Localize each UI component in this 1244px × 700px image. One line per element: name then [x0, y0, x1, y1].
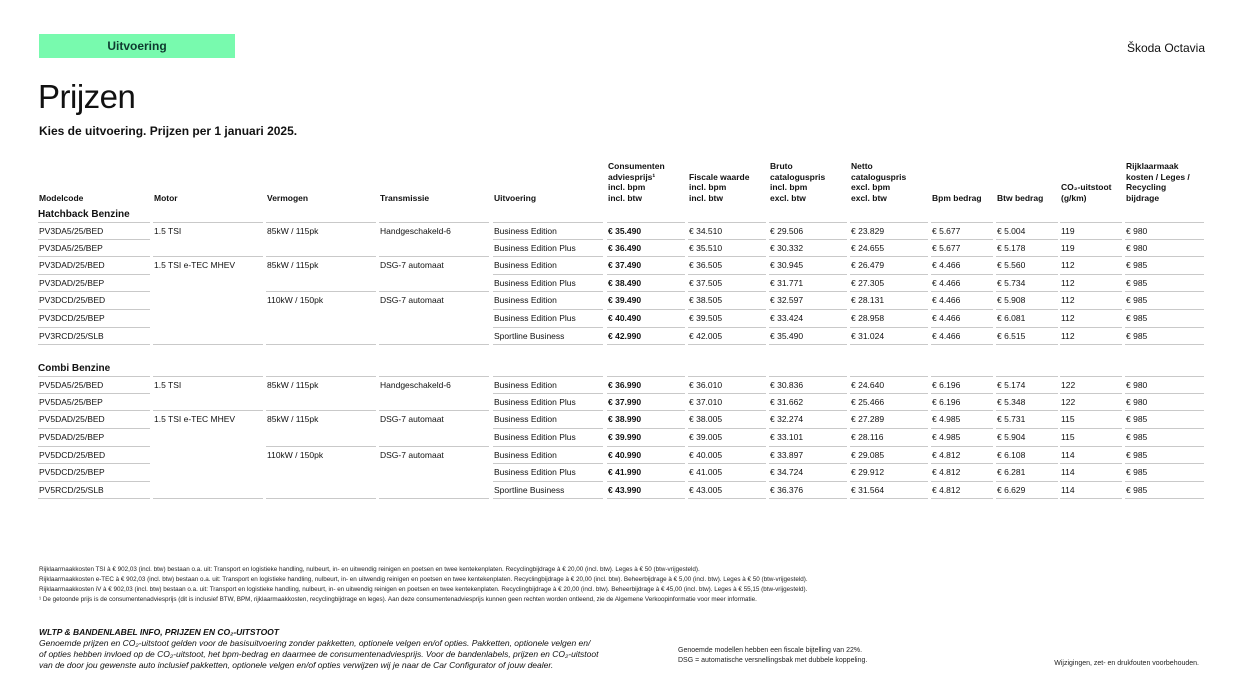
footnote: Rijklaarmaakkosten iV à € 902,03 (incl. btw) bestaan o.a. uit: Transport en logistieke handling, nulbeurt, in- en uitwendig reinigen en poetsen en twee kentekenplaten. Recyclingbijdrage à € 20,00 (incl. btw). Beheerbijdrage à € 45,00 (incl. btw). Leges à € 55,15 (btw-vrijgesteld).: [39, 586, 808, 593]
cell-co2-uitstoot: 112: [1060, 257, 1122, 275]
cell-transmissie: DSG-7 automaat: [380, 295, 444, 306]
cell-co2-uitstoot: 114: [1060, 447, 1122, 465]
cell-uitvoering: Business Edition Plus: [493, 310, 603, 328]
table-row: [38, 222, 1204, 240]
table-row: [38, 275, 1204, 293]
cell-modelcode: PV5DCD/25/BED: [38, 447, 150, 465]
cell-vermogen: [266, 464, 376, 482]
cell-motor: 1.5 TSI e-TEC MHEV: [154, 414, 236, 425]
footnote: Rijklaarmaakkosten TSI à € 902,03 (incl. btw) bestaan o.a. uit: Transport en logistieke handling, nulbeurt, in- en uitwendig reinigen en poetsen en twee kentekenplaten. Recyclingbijdrage à € 20,00 (incl. btw). Leges à € 50 (btw-vrijgesteld).: [39, 566, 700, 573]
cell-bpm-bedrag: € 4.812: [931, 482, 993, 500]
cell-co2-uitstoot: 114: [1060, 464, 1122, 482]
cell-adviesprijs: € 42.990: [607, 328, 685, 346]
cell-modelcode: PV3DAD/25/BEP: [38, 275, 150, 293]
cell-vermogen: 85kW / 115pk: [267, 414, 319, 425]
cell-rijklaarmaakkosten: € 980: [1125, 240, 1204, 258]
cell-adviesprijs: € 39.490: [607, 292, 685, 310]
cell-fiscale-waarde: € 43.005: [688, 482, 766, 500]
cell-adviesprijs: € 43.990: [607, 482, 685, 500]
cell-co2-uitstoot: 112: [1060, 275, 1122, 293]
column-header-bpm-bedrag: Bpm bedrag: [932, 192, 982, 203]
column-header-co2-uitstoot: CO₂-uitstoot (g/km): [1061, 182, 1112, 203]
cell-modelcode: PV3DAD/25/BED: [38, 257, 150, 275]
cell-motor: [153, 394, 263, 412]
cell-rijklaarmaakkosten: € 985: [1125, 482, 1204, 500]
cell-netto-catalogusprijs: € 25.466: [850, 394, 928, 412]
cell-btw-bedrag: € 6.108: [996, 447, 1058, 465]
column-header-bruto-catalogusprijs: Bruto cataloguspris incl. bpm excl. btw: [770, 161, 826, 203]
page-title: Prijzen: [38, 78, 136, 115]
cell-netto-catalogusprijs: € 28.131: [850, 292, 928, 310]
cell-modelcode: PV3DCD/25/BEP: [38, 310, 150, 328]
cell-netto-catalogusprijs: € 23.829: [850, 222, 928, 240]
cell-btw-bedrag: € 6.081: [996, 310, 1058, 328]
cell-rijklaarmaakkosten: € 985: [1125, 429, 1204, 447]
cell-adviesprijs: € 40.990: [607, 447, 685, 465]
cell-motor: [153, 275, 263, 293]
table-row: [38, 292, 1204, 310]
cell-fiscale-waarde: € 41.005: [688, 464, 766, 482]
cell-adviesprijs: € 36.990: [607, 376, 685, 394]
cell-vermogen: 85kW / 115pk: [267, 260, 319, 271]
footnote: ¹ De getoonde prijs is de consumentenadviesprijs (dit is inclusief BTW, BPM, rijklaarmaakkosten, recyclingbijdrage en leges). Aan deze consumentenadviesprijs kunnen geen rechten worden ontleend, zie de Algemene Verkoopinformatie voor meer informatie.: [39, 596, 757, 603]
cell-uitvoering: Business Edition: [493, 411, 603, 429]
cell-netto-catalogusprijs: € 28.958: [850, 310, 928, 328]
cell-motor: [153, 310, 263, 328]
cell-bpm-bedrag: € 4.466: [931, 257, 993, 275]
cell-btw-bedrag: € 6.629: [996, 482, 1058, 500]
cell-btw-bedrag: € 6.515: [996, 328, 1058, 346]
cell-vermogen: [266, 394, 376, 412]
cell-fiscale-waarde: € 38.005: [688, 411, 766, 429]
cell-uitvoering: Business Edition Plus: [493, 429, 603, 447]
section-title: Hatchback Benzine: [38, 209, 130, 220]
section-gap: [38, 345, 1204, 357]
wltp-title: WLTP & BANDENLABEL INFO, PRIJZEN EN CO₂-UITSTOOT: [39, 627, 279, 637]
section-tag: Uitvoering: [39, 34, 235, 58]
cell-modelcode: PV5RCD/25/SLB: [38, 482, 150, 500]
table-row: [38, 257, 1204, 275]
cell-bpm-bedrag: € 4.985: [931, 429, 993, 447]
cell-bruto-catalogusprijs: € 29.506: [769, 222, 847, 240]
cell-modelcode: PV5DA5/25/BEP: [38, 394, 150, 412]
cell-modelcode: PV5DAD/25/BEP: [38, 429, 150, 447]
cell-fiscale-waarde: € 42.005: [688, 328, 766, 346]
cell-co2-uitstoot: 114: [1060, 482, 1122, 500]
cell-transmissie: [379, 240, 489, 258]
cell-uitvoering: Business Edition: [493, 376, 603, 394]
cell-vermogen: 110kW / 150pk: [267, 449, 324, 460]
cell-vermogen: [266, 275, 376, 293]
cell-modelcode: PV5DAD/25/BED: [38, 411, 150, 429]
cell-vermogen: [266, 482, 376, 500]
table-row: [38, 411, 1204, 429]
cell-transmissie: DSG-7 automaat: [380, 449, 444, 460]
cell-btw-bedrag: € 5.904: [996, 429, 1058, 447]
cell-motor: [153, 464, 263, 482]
cell-rijklaarmaakkosten: € 980: [1125, 222, 1204, 240]
table-row: [38, 328, 1204, 346]
cell-netto-catalogusprijs: € 29.912: [850, 464, 928, 482]
cell-vermogen: 85kW / 115pk: [266, 376, 376, 394]
cell-btw-bedrag: € 5.560: [996, 257, 1058, 275]
wltp-text: [39, 638, 639, 671]
cell-bpm-bedrag: € 6.196: [931, 376, 993, 394]
cell-bruto-catalogusprijs: € 30.332: [769, 240, 847, 258]
cell-btw-bedrag: € 5.178: [996, 240, 1058, 258]
cell-uitvoering: Business Edition Plus: [493, 275, 603, 293]
cell-btw-bedrag: € 5.908: [996, 292, 1058, 310]
page-subtitle: Kies de uitvoering. Prijzen per 1 januari 2025.: [39, 124, 298, 138]
cell-bpm-bedrag: € 4.985: [931, 411, 993, 429]
column-header-motor: Motor: [154, 192, 178, 203]
cell-bruto-catalogusprijs: € 33.101: [769, 429, 847, 447]
section-title: Combi Benzine: [38, 363, 111, 375]
footnotes: [39, 565, 1199, 605]
cell-bpm-bedrag: € 4.466: [931, 310, 993, 328]
wltp-line: Genoemde prijzen en CO₂-uitstoot gelden voor de basisuitvoering zonder pakketten, optionele velgen en/of opties. Pakketten, optionele velgen en/: [39, 638, 591, 648]
column-header-modelcode: Modelcode: [39, 192, 84, 203]
cell-co2-uitstoot: 112: [1060, 310, 1122, 328]
cell-netto-catalogusprijs: € 31.024: [850, 328, 928, 346]
cell-btw-bedrag: € 5.174: [996, 376, 1058, 394]
cell-motor: [153, 240, 263, 258]
cell-rijklaarmaakkosten: € 985: [1125, 292, 1204, 310]
cell-transmissie: [379, 328, 489, 346]
wltp-info: [39, 627, 639, 671]
cell-motor: 1.5 TSI: [153, 222, 263, 240]
table-row: [38, 429, 1204, 447]
cell-uitvoering: Sportline Business: [493, 482, 603, 500]
cell-bpm-bedrag: € 4.466: [931, 275, 993, 293]
cell-adviesprijs: € 38.490: [607, 275, 685, 293]
cell-bpm-bedrag: € 6.196: [931, 394, 993, 412]
wltp-line: of opties hebben invloed op de CO₂-uitstoot, het bpm-bedrag en daarmee de consumentenadviesprijs. Voor de bandenlabels, prijzen en CO₂-uitstoot: [39, 649, 599, 659]
cell-motor: [153, 482, 263, 500]
cell-motor: 1.5 TSI: [153, 376, 263, 394]
cell-rijklaarmaakkosten: € 985: [1125, 411, 1204, 429]
cell-bruto-catalogusprijs: € 35.490: [769, 328, 847, 346]
cell-vermogen: [266, 240, 376, 258]
disclaimer: Wijzigingen, zet- en drukfouten voorbehouden.: [1054, 660, 1199, 667]
model-note: DSG = automatische versnellingsbak met dubbele koppeling.: [678, 656, 868, 664]
cell-bpm-bedrag: € 4.466: [931, 292, 993, 310]
footnote: Rijklaarmaakkosten e-TEC à € 902,03 (incl. btw) bestaan o.a. uit: Transport en logistieke handling, nulbeurt, in- en uitwendig reinigen en poetsen en twee kentekenplaten. Recyclingbijdrage à € 20,00 (incl. btw). Beheerbijdrage à € 5,00 (incl. btw). Leges à € 50 (btw-vrijgesteld).: [39, 576, 808, 583]
column-header-vermogen: Vermogen: [267, 192, 309, 203]
cell-btw-bedrag: € 5.734: [996, 275, 1058, 293]
cell-modelcode: PV3DCD/25/BED: [38, 292, 150, 310]
column-header-fiscale-waarde: Fiscale waarde incl. bpm incl. btw: [689, 171, 750, 203]
cell-transmissie: [379, 310, 489, 328]
cell-rijklaarmaakkosten: € 985: [1125, 310, 1204, 328]
wltp-line: van de door jou gewenste auto inclusief pakketten, optionele velgen en/of opties verwijzen wij je naar de Car Configurator of jouw dealer.: [39, 660, 554, 670]
cell-rijklaarmaakkosten: € 985: [1125, 275, 1204, 293]
column-header-transmissie: Transmissie: [380, 192, 430, 203]
cell-transmissie: DSG-7 automaat: [380, 414, 444, 425]
cell-fiscale-waarde: € 36.010: [688, 376, 766, 394]
column-header-uitvoering: Uitvoering: [494, 192, 537, 203]
cell-bruto-catalogusprijs: € 34.724: [769, 464, 847, 482]
cell-rijklaarmaakkosten: € 985: [1125, 328, 1204, 346]
table-row: [38, 376, 1204, 394]
cell-adviesprijs: € 36.490: [607, 240, 685, 258]
cell-fiscale-waarde: € 35.510: [688, 240, 766, 258]
cell-bruto-catalogusprijs: € 33.424: [769, 310, 847, 328]
price-table: [38, 155, 1204, 499]
cell-transmissie: [379, 482, 489, 500]
cell-bruto-catalogusprijs: € 32.274: [769, 411, 847, 429]
table-body: [38, 207, 1204, 499]
cell-netto-catalogusprijs: € 28.116: [850, 429, 928, 447]
cell-transmissie: [379, 464, 489, 482]
cell-vermogen: [266, 429, 376, 447]
cell-btw-bedrag: € 6.281: [996, 464, 1058, 482]
cell-rijklaarmaakkosten: € 980: [1125, 376, 1204, 394]
cell-bruto-catalogusprijs: € 33.897: [769, 447, 847, 465]
cell-uitvoering: Business Edition Plus: [493, 464, 603, 482]
cell-transmissie: [379, 394, 489, 412]
cell-motor: [153, 447, 263, 465]
cell-adviesprijs: € 39.990: [607, 429, 685, 447]
model-note: Genoemde modellen hebben een fiscale bijtelling van 22%.: [678, 647, 863, 654]
cell-fiscale-waarde: € 39.505: [688, 310, 766, 328]
cell-fiscale-waarde: € 36.505: [688, 257, 766, 275]
cell-adviesprijs: € 37.490: [607, 257, 685, 275]
cell-motor: [153, 328, 263, 346]
cell-bruto-catalogusprijs: € 31.662: [769, 394, 847, 412]
cell-netto-catalogusprijs: € 27.305: [850, 275, 928, 293]
table-row: [38, 482, 1204, 500]
cell-fiscale-waarde: € 38.505: [688, 292, 766, 310]
cell-bruto-catalogusprijs: € 36.376: [769, 482, 847, 500]
column-header-btw-bedrag: Btw bedrag: [997, 192, 1044, 203]
cell-motor: [153, 292, 263, 310]
cell-adviesprijs: € 40.490: [607, 310, 685, 328]
cell-netto-catalogusprijs: € 31.564: [850, 482, 928, 500]
cell-fiscale-waarde: € 37.505: [688, 275, 766, 293]
brand-name: Škoda Octavia: [1126, 41, 1205, 55]
cell-fiscale-waarde: € 34.510: [688, 222, 766, 240]
cell-rijklaarmaakkosten: € 985: [1125, 257, 1204, 275]
cell-btw-bedrag: € 5.348: [996, 394, 1058, 412]
cell-transmissie: Handgeschakeld-6: [379, 376, 489, 394]
cell-uitvoering: Business Edition: [493, 222, 603, 240]
cell-bruto-catalogusprijs: € 30.836: [769, 376, 847, 394]
cell-uitvoering: Business Edition: [493, 292, 603, 310]
cell-transmissie: [379, 429, 489, 447]
cell-netto-catalogusprijs: € 29.085: [850, 447, 928, 465]
cell-netto-catalogusprijs: € 24.655: [850, 240, 928, 258]
cell-modelcode: PV3DA5/25/BED: [38, 222, 150, 240]
cell-transmissie: [379, 275, 489, 293]
cell-co2-uitstoot: 122: [1060, 376, 1122, 394]
cell-co2-uitstoot: 119: [1060, 240, 1122, 258]
cell-modelcode: PV3RCD/25/SLB: [38, 328, 150, 346]
cell-transmissie: Handgeschakeld-6: [379, 222, 489, 240]
cell-bpm-bedrag: € 4.812: [931, 464, 993, 482]
cell-bpm-bedrag: € 5.677: [931, 222, 993, 240]
cell-uitvoering: Sportline Business: [493, 328, 603, 346]
cell-modelcode: PV5DCD/25/BEP: [38, 464, 150, 482]
cell-uitvoering: Business Edition: [493, 257, 603, 275]
cell-co2-uitstoot: 122: [1060, 394, 1122, 412]
cell-bpm-bedrag: € 4.466: [931, 328, 993, 346]
cell-adviesprijs: € 38.990: [607, 411, 685, 429]
cell-vermogen: 110kW / 150pk: [267, 295, 324, 306]
cell-uitvoering: Business Edition: [493, 447, 603, 465]
table-row: [38, 464, 1204, 482]
cell-rijklaarmaakkosten: € 985: [1125, 447, 1204, 465]
model-notes: [678, 646, 867, 665]
cell-rijklaarmaakkosten: € 980: [1125, 394, 1204, 412]
table-header: [38, 155, 1204, 203]
cell-motor: [153, 429, 263, 447]
cell-rijklaarmaakkosten: € 985: [1125, 464, 1204, 482]
cell-bruto-catalogusprijs: € 32.597: [769, 292, 847, 310]
cell-btw-bedrag: € 5.004: [996, 222, 1058, 240]
cell-bpm-bedrag: € 5.677: [931, 240, 993, 258]
cell-fiscale-waarde: € 37.010: [688, 394, 766, 412]
cell-netto-catalogusprijs: € 24.640: [850, 376, 928, 394]
cell-adviesprijs: € 37.990: [607, 394, 685, 412]
column-header-netto-catalogusprijs: Netto cataloguspris excl. bpm excl. btw: [851, 161, 907, 203]
cell-modelcode: PV3DA5/25/BEP: [38, 240, 150, 258]
table-row: [38, 447, 1204, 465]
table-row: [38, 394, 1204, 412]
cell-bruto-catalogusprijs: € 30.945: [769, 257, 847, 275]
cell-transmissie: DSG-7 automaat: [380, 260, 444, 271]
cell-vermogen: 85kW / 115pk: [266, 222, 376, 240]
cell-co2-uitstoot: 112: [1060, 292, 1122, 310]
cell-adviesprijs: € 35.490: [607, 222, 685, 240]
column-header-rijklaarmaakkosten: Rijklaarmaak kosten / Leges / Recycling bijdrage: [1126, 161, 1190, 203]
cell-fiscale-waarde: € 39.005: [688, 429, 766, 447]
cell-modelcode: PV5DA5/25/BED: [38, 376, 150, 394]
cell-bpm-bedrag: € 4.812: [931, 447, 993, 465]
column-header-adviesprijs: Consumenten adviesprijs¹ incl. bpm incl. btw: [608, 161, 665, 203]
cell-uitvoering: Business Edition Plus: [493, 394, 603, 412]
cell-netto-catalogusprijs: € 26.479: [850, 257, 928, 275]
table-row: [38, 310, 1204, 328]
cell-co2-uitstoot: 115: [1060, 411, 1122, 429]
cell-co2-uitstoot: 115: [1060, 429, 1122, 447]
cell-uitvoering: Business Edition Plus: [493, 240, 603, 258]
table-row: [38, 240, 1204, 258]
cell-co2-uitstoot: 112: [1060, 328, 1122, 346]
cell-co2-uitstoot: 119: [1060, 222, 1122, 240]
cell-fiscale-waarde: € 40.005: [688, 447, 766, 465]
cell-btw-bedrag: € 5.731: [996, 411, 1058, 429]
cell-vermogen: [266, 310, 376, 328]
cell-adviesprijs: € 41.990: [607, 464, 685, 482]
cell-netto-catalogusprijs: € 27.289: [850, 411, 928, 429]
cell-motor: 1.5 TSI e-TEC MHEV: [154, 260, 236, 271]
cell-vermogen: [266, 328, 376, 346]
cell-bruto-catalogusprijs: € 31.771: [769, 275, 847, 293]
